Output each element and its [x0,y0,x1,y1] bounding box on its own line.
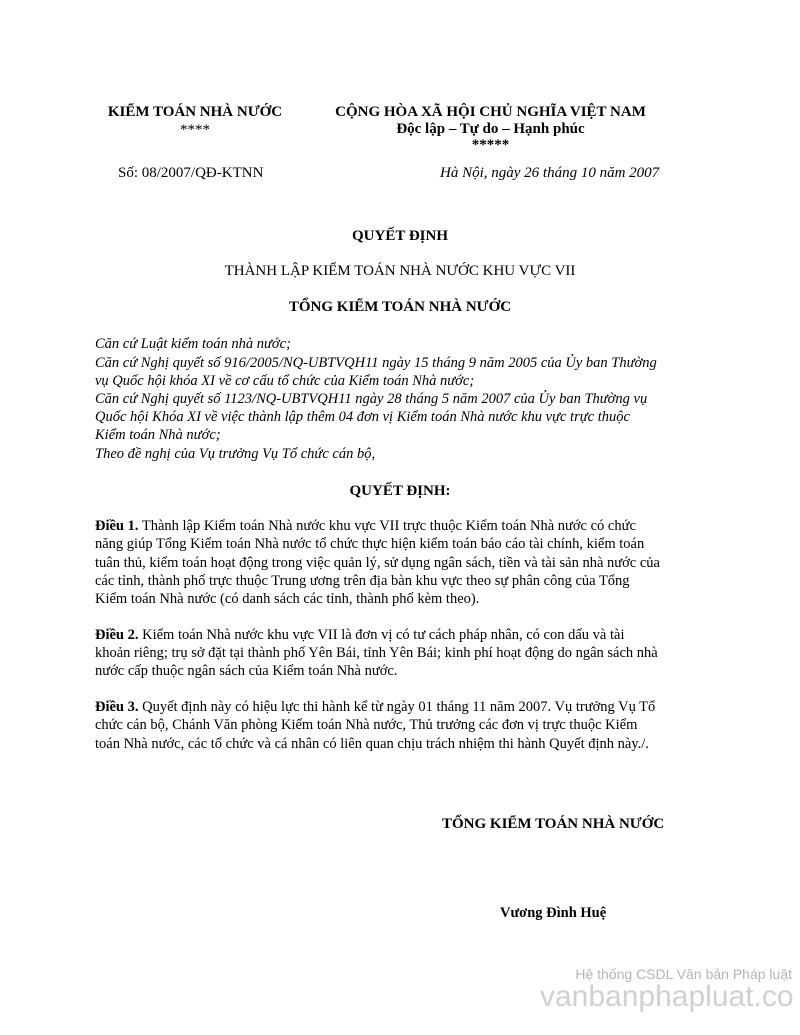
signature-title: TỔNG KIỂM TOÁN NHÀ NƯỚC [442,816,665,832]
preamble-line: Theo đề nghị của Vụ trưởng Vụ Tổ chức cán bộ, [95,446,376,462]
preamble-line: Căn cứ Nghị quyết số 916/2005/NQ-UBTVQH11 ngày 15 tháng 9 năm 2005 của Ủy ban Thường [95,355,657,371]
issuing-authority: TỔNG KIỂM TOÁN NHÀ NƯỚC [288,299,512,315]
agency-name: KIỂM TOÁN NHÀ NƯỚC [107,104,283,120]
decides-heading: QUYẾT ĐỊNH: [349,483,451,499]
preamble-line: Căn cứ Luật kiểm toán nhà nước; [95,336,291,352]
preamble-line: Quốc hội Khóa XI về việc thành lập thêm 04 đơn vị Kiểm toán Nhà nước khu vực trực thuộc [95,409,630,425]
watermark-url: vanbanphapluat.co [540,980,794,1013]
nation-title: CỘNG HÒA XÃ HỘI CHỦ NGHĨA VIỆT NAM [335,104,646,120]
signer-name: Vương Đình Huệ [500,905,607,921]
article-2-line: nước cấp thuộc ngân sách của Kiểm toán Nhà nước. [95,663,398,679]
preamble-line: Căn cứ Nghị quyết số 1123/NQ-UBTVQH11 ngày 28 tháng 5 năm 2007 của Ủy ban Thường vụ [95,391,648,407]
motto-stars: ***** [471,137,510,153]
article-1-line: tuân thủ, kiểm toán hoạt động trong việc quản lý, sử dụng ngân sách, tiền và tài sản nhà nước của [95,555,660,571]
article-1-line: Kiểm toán Nhà nước (có danh sách các tỉnh, thành phố kèm theo). [95,591,480,607]
document-type: QUYẾT ĐỊNH [352,228,448,244]
place-and-date: Hà Nội, ngày 26 tháng 10 năm 2007 [440,165,660,181]
preamble-line: Kiểm toán Nhà nước; [95,427,221,443]
article-2-label: Điều 2. [95,627,139,643]
document-number: Số: 08/2007/QĐ-KTNN [118,165,264,181]
article-1-line: Điều 1. Thành lập Kiểm toán Nhà nước khu vực VII trực thuộc Kiểm toán Nhà nước có chức [95,518,636,534]
agency-stars: **** [180,122,210,138]
article-1-line: năng giúp Tổng Kiểm toán Nhà nước tổ chức thực hiện kiểm toán báo cáo tài chính, kiểm toán [95,536,645,552]
article-2-line: khoản riêng; trụ sở đặt tại thành phố Yên Bái, tỉnh Yên Bái; kinh phí hoạt động do ngân sách nhà [95,645,658,661]
article-3-line: toán Nhà nước, các tổ chức và cá nhân có liên quan chịu trách nhiệm thi hành Quyết định này./. [95,736,649,752]
watermark-text: Hệ thống CSDL Văn bản Pháp luật [575,966,792,982]
article-1-label: Điều 1. [95,518,139,534]
article-3-line: chức cán bộ, Chánh Văn phòng Kiểm toán Nhà nước, Thủ trưởng các đơn vị trực thuộc Kiểm [95,717,638,733]
nation-motto: Độc lập – Tự do – Hạnh phúc [396,121,585,137]
document-subject: THÀNH LẬP KIỂM TOÁN NHÀ NƯỚC KHU VỰC VII [224,263,576,279]
article-3-label: Điều 3. [95,699,139,715]
article-1-line: các tỉnh, thành phố trực thuộc Trung ương trên địa bàn khu vực theo sự phân công của Tổng [95,573,630,589]
article-2-line: Điều 2. Kiểm toán Nhà nước khu vực VII là đơn vị có tư cách pháp nhân, có con dấu và tài [95,627,625,643]
article-3-line: Điều 3. Quyết định này có hiệu lực thi hành kể từ ngày 01 tháng 11 năm 2007. Vụ trưởng Vụ Tổ [95,699,656,715]
preamble-line: vụ Quốc hội khóa XI về cơ cấu tổ chức của Kiểm toán Nhà nước; [95,373,475,389]
